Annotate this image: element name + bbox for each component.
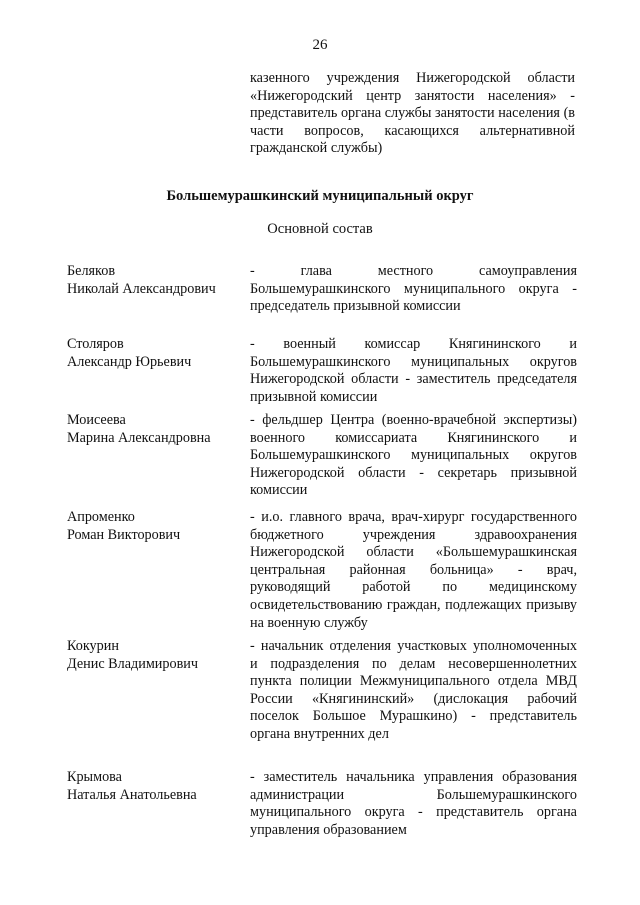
member-surname: Моисеева bbox=[67, 412, 126, 428]
member-role: - заместитель начальника управления образования администрации Большемурашкинского муниципального округа - представитель органа управления образованием bbox=[250, 769, 577, 838]
member-surname: Крымова bbox=[67, 769, 122, 785]
intro-paragraph: казенного учреждения Нижегородской области «Нижегородский центр занятости населения» - представитель органа службы занятости населения (в части вопросов, касающихся альтернативной гражданской службы) bbox=[250, 70, 575, 157]
subsection-title: Основной состав bbox=[267, 221, 373, 237]
member-name bbox=[67, 509, 247, 544]
member-given-names: Денис Владимирович bbox=[67, 655, 199, 672]
member-given-names: Роман Викторович bbox=[67, 526, 181, 543]
section-title: Большемурашкинский муниципальный округ bbox=[166, 188, 474, 204]
member-given-names: Александр Юрьевич bbox=[67, 353, 192, 370]
member-given-names: Николай Александрович bbox=[67, 280, 216, 297]
member-name bbox=[67, 336, 247, 371]
member-role: - глава местного самоуправления Большемурашкинского муниципального округа - председатель призывной комиссии bbox=[250, 263, 577, 315]
member-given-names: Марина Александровна bbox=[67, 429, 211, 446]
member-role: - фельдшер Центра (военно-врачебной экспертизы) военного комиссариата Княгининского и Большемурашкинского муниципальных округов Нижегородской области - секретарь призывной комиссии bbox=[250, 412, 577, 499]
member-given-names: Наталья Анатольевна bbox=[67, 786, 197, 803]
member-surname: Столяров bbox=[67, 336, 124, 352]
member-role: - и.о. главного врача, врач-хирург государственного бюджетного учреждения здравоохранения Нижегородской области «Большемурашкинская центральная районная больница» - врач, руководящий работой по медицинскому освидетельствованию граждан, подлежащих призыву на военную службу bbox=[250, 509, 577, 631]
member-name bbox=[67, 412, 247, 447]
member-role: - военный комиссар Княгининского и Большемурашкинского муниципальных округов Нижегородской области - заместитель председателя призывной комиссии bbox=[250, 336, 577, 405]
member-surname: Кокурин bbox=[67, 638, 119, 654]
member-surname: Беляков bbox=[67, 263, 116, 279]
member-role: - начальник отделения участковых уполномоченных и подразделения по делам несовершеннолетних пункта полиции Межмуниципального отдела МВД России «Княгининский» (дислокация рабочий поселок Большое Мурашкино) - представитель органа внутренних дел bbox=[250, 638, 577, 742]
page-number: 26 bbox=[312, 37, 328, 53]
member-surname: Апроменко bbox=[67, 509, 135, 525]
member-name bbox=[67, 769, 247, 804]
member-name bbox=[67, 263, 247, 298]
member-name bbox=[67, 638, 247, 673]
